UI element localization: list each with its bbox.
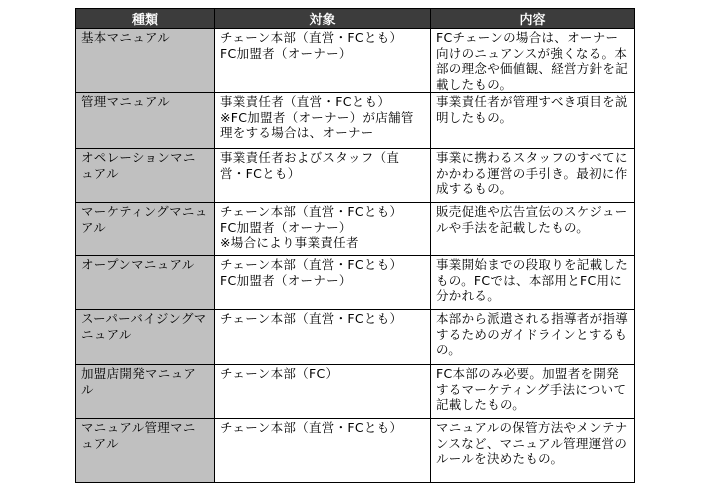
header-type: 種類	[76, 9, 215, 29]
table-row	[76, 256, 635, 310]
cell-type: マーケティングマニュアル	[76, 203, 215, 256]
cell-type: オープンマニュアル	[76, 256, 215, 310]
cell-content: 事業に携わるスタッフのすべてにかかわる運営の手引き。最初に作成するもの。	[431, 149, 635, 203]
table-row	[76, 365, 635, 419]
cell-type: 加盟店開発マニュアル	[76, 365, 215, 419]
cell-target: チェーン本部（直営・FCとも） FC加盟者（オーナー）	[215, 256, 431, 310]
cell-type: スーパーバイジングマニュアル	[76, 310, 215, 365]
table-row	[76, 310, 635, 365]
manual-types-table-container	[75, 8, 634, 483]
cell-content: 事業責任者が管理すべき項目を説明したもの。	[431, 93, 635, 149]
cell-content: 販売促進や広告宣伝のスケジュールや手法を記載したもの。	[431, 203, 635, 256]
cell-type: 管理マニュアル	[76, 93, 215, 149]
table-row	[76, 419, 635, 483]
cell-target: チェーン本部（直営・FCとも）	[215, 310, 431, 365]
table-row	[76, 29, 635, 93]
header-target: 対象	[215, 9, 431, 29]
table-header-row	[76, 9, 635, 29]
cell-content: 事業開始までの段取りを記載したもの。FCでは、本部用とFC用に分かれる。	[431, 256, 635, 310]
cell-content: 本部から派遣される指導者が指導するためのガイドラインとするもの。	[431, 310, 635, 365]
cell-target: 事業責任者（直営・FCとも） ※FC加盟者（オーナー）が店舗管理をする場合は、オーナー	[215, 93, 431, 149]
header-content: 内容	[431, 9, 635, 29]
cell-type: マニュアル管理マニュアル	[76, 419, 215, 483]
table-row	[76, 149, 635, 203]
cell-type: 基本マニュアル	[76, 29, 215, 93]
cell-content: マニュアルの保管方法やメンテナンスなど、マニュアル管理運営のルールを決めたもの。	[431, 419, 635, 483]
cell-target: 事業責任者およびスタッフ（直営・FCとも）	[215, 149, 431, 203]
table-row	[76, 93, 635, 149]
cell-target: チェーン本部（直営・FCとも） FC加盟者（オーナー） ※場合により事業責任者	[215, 203, 431, 256]
cell-target: チェーン本部（直営・FCとも）	[215, 419, 431, 483]
cell-content: FC本部のみ必要。加盟者を開発するマーケティング手法について記載したもの。	[431, 365, 635, 419]
manual-types-table	[75, 8, 635, 483]
table-row	[76, 203, 635, 256]
cell-target: チェーン本部（FC）	[215, 365, 431, 419]
cell-content: FCチェーンの場合は、オーナー向けのニュアンスが強くなる。本部の理念や価値観、経営方針を記載したもの。	[431, 29, 635, 93]
cell-type: オペレーションマニュアル	[76, 149, 215, 203]
cell-target: チェーン本部（直営・FCとも） FC加盟者（オーナー）	[215, 29, 431, 93]
